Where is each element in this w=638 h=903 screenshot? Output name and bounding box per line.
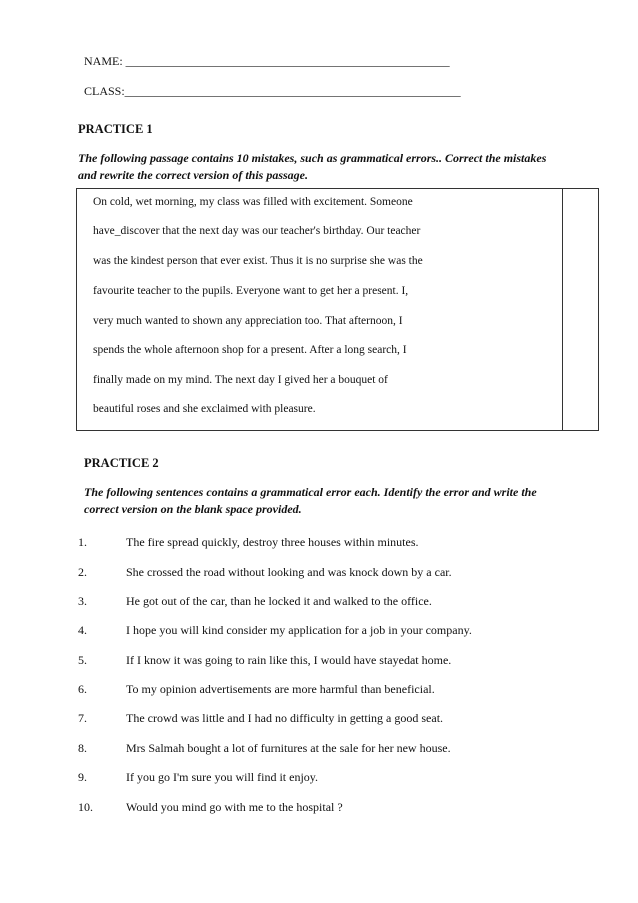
item-sentence: If I know it was going to rain like this, I would have stayedat home. — [126, 653, 452, 667]
practice1-instruction: The following passage contains 10 mistakes, such as grammatical errors.. Correct the mistakes and rewrite the correct version of this passage. — [78, 151, 547, 182]
passage-line: favourite teacher to the pupils. Everyone want to get her a present. I, — [93, 285, 409, 297]
passage-line: very much wanted to shown any appreciation too. That afternoon, I — [93, 315, 403, 327]
item-sentence: Mrs Salmah bought a lot of furnitures at the sale for her new house. — [126, 741, 451, 755]
item-sentence: She crossed the road without looking and was knock down by a car. — [126, 565, 452, 579]
practice1-title: PRACTICE 1 — [78, 122, 153, 136]
item-number: 7. — [78, 711, 87, 725]
passage-box — [76, 188, 599, 431]
item-sentence: To my opinion advertisements are more harmful than beneficial. — [126, 682, 435, 696]
item-sentence: He got out of the car, than he locked it and walked to the office. — [126, 594, 432, 608]
item-sentence: I hope you will kind consider my application for a job in your company. — [126, 623, 472, 637]
item-number: 9. — [78, 770, 87, 784]
item-sentence: Would you mind go with me to the hospital ? — [126, 800, 343, 814]
practice2-title: PRACTICE 2 — [84, 456, 159, 470]
item-number: 5. — [78, 653, 87, 667]
item-number: 8. — [78, 741, 87, 755]
passage-line: finally made on my mind. The next day I gived her a bouquet of — [93, 374, 388, 386]
item-sentence: The fire spread quickly, destroy three houses within minutes. — [126, 535, 419, 549]
passage-line: have_discover that the next day was our teacher's birthday. Our teacher — [93, 225, 421, 237]
passage-line: On cold, wet morning, my class was filled with excitement. Someone — [93, 196, 413, 208]
passage-line: was the kindest person that ever exist. Thus it is no surprise she was the — [93, 255, 423, 267]
passage-line: beautiful roses and she exclaimed with pleasure. — [93, 403, 316, 415]
item-number: 1. — [78, 535, 87, 549]
item-number: 4. — [78, 623, 87, 637]
item-sentence: The crowd was little and I had no difficulty in getting a good seat. — [126, 711, 444, 725]
item-number: 6. — [78, 682, 87, 696]
passage-line: spends the whole afternoon shop for a present. After a long search, I — [93, 344, 407, 356]
item-sentence: If you go I'm sure you will find it enjoy. — [126, 770, 319, 784]
item-number: 3. — [78, 594, 87, 608]
class-field: CLASS:________________________________________________________ — [84, 84, 461, 98]
item-number: 2. — [78, 565, 87, 579]
practice2-instruction: The following sentences contains a grammatical error each. Identify the error and write the correct version on the blank space provided. — [84, 485, 537, 516]
name-field: NAME: ______________________________________________________ — [84, 54, 450, 68]
item-number: 10. — [78, 800, 93, 814]
passage-box-divider — [562, 189, 563, 430]
